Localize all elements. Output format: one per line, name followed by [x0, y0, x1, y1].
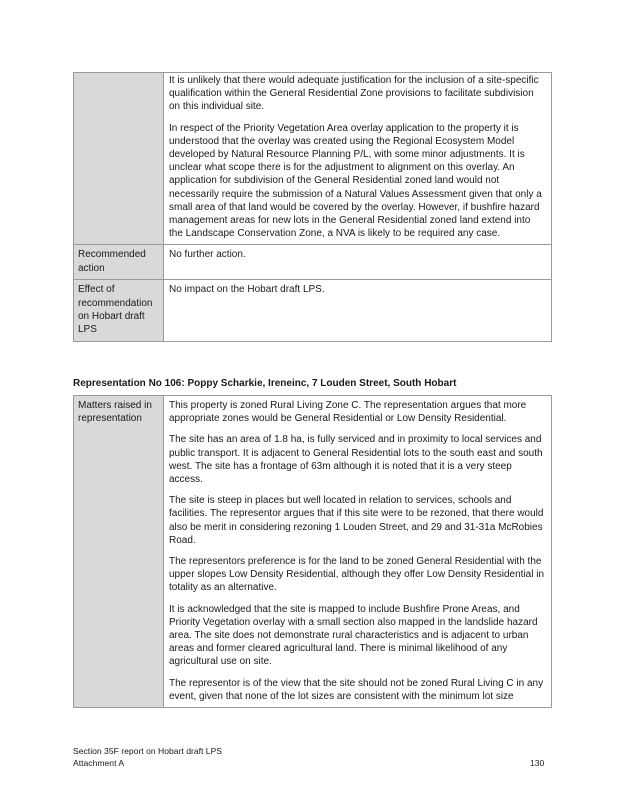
- table-row: [74, 280, 552, 342]
- paragraph: It is acknowledged that the site is mapped to include Bushfire Prone Areas, and Priority Vegetation overlay with a small section also mapped in the landslide hazard area. The site does not demonstrate rural characteristics and is adjacent to urban areas and former cleared agricultural land. There is minimal likelihood of any agricultural use on site.: [169, 603, 538, 668]
- assessment-table-continued: [73, 72, 552, 342]
- effect-label: Effect of recommendation on Hobart draft LPS: [78, 284, 153, 336]
- paragraph: The representors preference is for the land to be zoned General Residential with the upper slopes Low Density Residential, although they offer Low Density Residential in totality as an alternative.: [169, 556, 545, 594]
- content-cell: [164, 396, 552, 708]
- table-row: [74, 245, 552, 280]
- label-cell-empty: [74, 73, 164, 245]
- matters-raised-label: Matters raised in representation: [78, 400, 152, 425]
- paragraph: It is unlikely that there would adequate justification for the inclusion of a site-specific qualification within the General Residential Zone provisions to facilitate subdivision on this individual site.: [169, 75, 539, 113]
- table-row: [74, 396, 552, 708]
- paragraph: In respect of the Priority Vegetation Area overlay application to the property it is understood that the overlay was created using the Regional Ecosystem Model developed by Natural Resource Planning P/L, with some minor adjustments. It is unclear what scope there is for the adjustment to alignment on this overlay. An application for subdivision of the General Residential zoned land would not necessarily require the submission of a Natural Values Assessment given that only a small area of that land would be covered by the overlay. However, if bushfire hazard management areas for new lots in the General Residential zoned land extend into the Landscape Conservation Zone, a NVA is likely to be required any case.: [169, 122, 542, 240]
- paragraph: The site is steep in places but well located in relation to services, schools and facilities. The representor argues that if this site were to be rezoned, that there would also be merit in considering rezoning 1 Louden Street, and 29 and 31-31a McRobies Road.: [169, 495, 544, 546]
- effect-text: No impact on the Hobart draft LPS.: [169, 284, 325, 296]
- content-cell: [164, 245, 552, 280]
- page-number: 130: [530, 758, 545, 768]
- representation-table: [73, 395, 552, 708]
- content-cell: [164, 73, 552, 245]
- paragraph: The site has an area of 1.8 ha, is fully serviced and in proximity to local services and public transport. It is adjacent to General Residential lots to the south east and south west. The site has a frontage of 63m although it is noted that it is a very steep access.: [169, 434, 543, 486]
- footer-report-title: Section 35F report on Hobart draft LPS: [73, 746, 223, 756]
- label-cell: [74, 396, 164, 708]
- representation-heading: Representation No 106: Poppy Scharkie, Ireneinc, 7 Louden Street, South Hobart: [73, 378, 457, 389]
- recommended-action-text: No further action.: [169, 249, 246, 261]
- page-footer: [73, 745, 222, 769]
- recommended-action-label: Recommended action: [78, 249, 146, 274]
- footer-attachment: Attachment A: [73, 758, 125, 768]
- paragraph: This property is zoned Rural Living Zone C. The representation argues that more appropriate zones would be General Residential or Low Density Residential.: [169, 400, 527, 425]
- table-row: [74, 73, 552, 245]
- label-cell: [74, 280, 164, 342]
- paragraph: The representor is of the view that the site should not be zoned Rural Living C in any event, given that none of the lot sizes are consistent with the minimum lot size: [169, 677, 544, 702]
- content-cell: [164, 280, 552, 342]
- label-cell: [74, 245, 164, 280]
